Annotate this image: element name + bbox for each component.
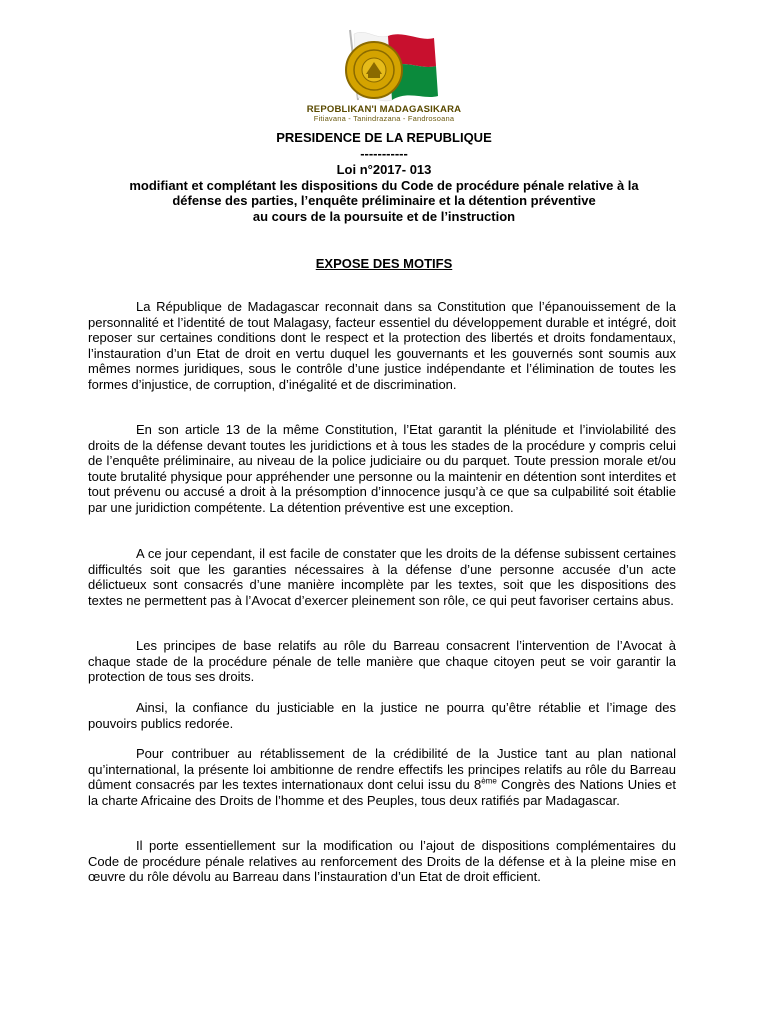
paragraph-6-before: Pour contribuer au rétablissement de la crédibilité de la Justice tant au plan national qu’international, la présente loi ambitionne de rendre effectifs les principes relatifs au rôle du Barreau dûment consacrés par les textes internationaux dont celui issu du 8 [88,746,676,792]
republic-emblem [284,26,484,126]
ordinal-superscript: ème [481,776,497,786]
paragraph-6-after: Congrès des Nations Unies et la charte Africaine des Droits de l’homme et des Peuples, tous deux ratifiés par Madagascar. [88,777,677,808]
document-header [60,130,708,161]
paragraph-7 [88,838,676,885]
paragraph-2 [88,422,676,515]
paragraph-text: Ainsi, la confiance du justiciable en la justice ne pourra qu’être rétablie et l’image des pouvoirs publics redorée. [88,700,676,731]
paragraph-3 [88,546,676,608]
institution-name: PRESIDENCE DE LA REPUBLIQUE [276,130,492,145]
emblem-motto: Fitiavana - Tanindrazana - Fandrosoana [313,114,455,123]
law-number: Loi n°2017- 013 [336,162,432,177]
section-title: EXPOSE DES MOTIFS [315,256,453,271]
law-title-line-1: modifiant et complétant les dispositions du Code de procédure pénale relative à la [129,177,639,193]
paragraph-text: Il porte essentiellement sur la modification ou l’ajout de dispositions complémentaires du Code de procédure pénale relatives au renforcement des Droits de la défense et à la pleine mise en œuvre du rôle dévolu au Barreau dans l’instauration d’un Etat de droit efficient. [88,838,676,884]
paragraph-4 [88,638,676,685]
paragraph-6 [88,746,676,808]
paragraph-text [88,746,676,808]
paragraph-text: Les principes de base relatifs au rôle du Barreau consacrent l’intervention de l’Avocat à chaque stade de la procédure pénale de telle manière que chaque citoyen peut se voir garantir la protection de tous ses droits. [88,638,676,684]
paragraph-text: En son article 13 de la même Constitution, l’Etat garantit la plénitude et l’inviolabilité des droits de la défense devant toutes les juridictions et à tous les stades de la procédure y compris celui de l’enquête préliminaire, au niveau de la police judiciaire ou du parquet. Toute pression morale et/ou toute brutalité physique pour appréhender une personne ou la maintenir en détention sont interdites et tout prévenu ou accusé a droit à la présomption d’innocence jusqu’à ce que sa culpabilité soit établie par une juridiction compétente. La détention préventive est une exception. [88,422,676,515]
header-separator: ----------- [360,145,408,161]
paragraph-text: A ce jour cependant, il est facile de constater que les droits de la défense subissent certaines difficultés soit que les garanties nécessaires à la défense d’une personne accusée d’un acte délictueux sont consacrés d’une manière incomplète par les textes, soit que les dispositions des textes ne permettent pas à l’Avocat d’exercer pleinement son rôle, ce qui peut favoriser certains abus. [88,546,676,608]
law-title-block [60,162,708,224]
paragraph-1 [88,299,676,392]
emblem-country-name: REPOBLIKAN'I MADAGASIKARA [306,104,462,115]
paragraph-5 [88,700,676,731]
law-title-line-2: défense des parties, l’enquête préliminaire et la détention préventive [172,193,596,208]
law-title-line-3: au cours de la poursuite et de l’instruction [252,208,516,224]
paragraph-text: La République de Madagascar reconnait dans sa Constitution que l’épanouissement de la personnalité et l’identité de tout Malagasy, facteur essentiel du développement durable et intégré, doit reposer sur certaines conditions dont le respect et la protection des libertés et droits fondamentaux, l’instauration d’un Etat de droit en vertu duquel les gouvernants et les gouvernés sont soumis aux mêmes normes juridiques, sous le contrôle d’une justice indépendante et l’élimination de toutes les formes d’injustice, de corruption, d’inégalité et de discrimination. [88,299,676,392]
flag-seal-icon [284,26,484,106]
